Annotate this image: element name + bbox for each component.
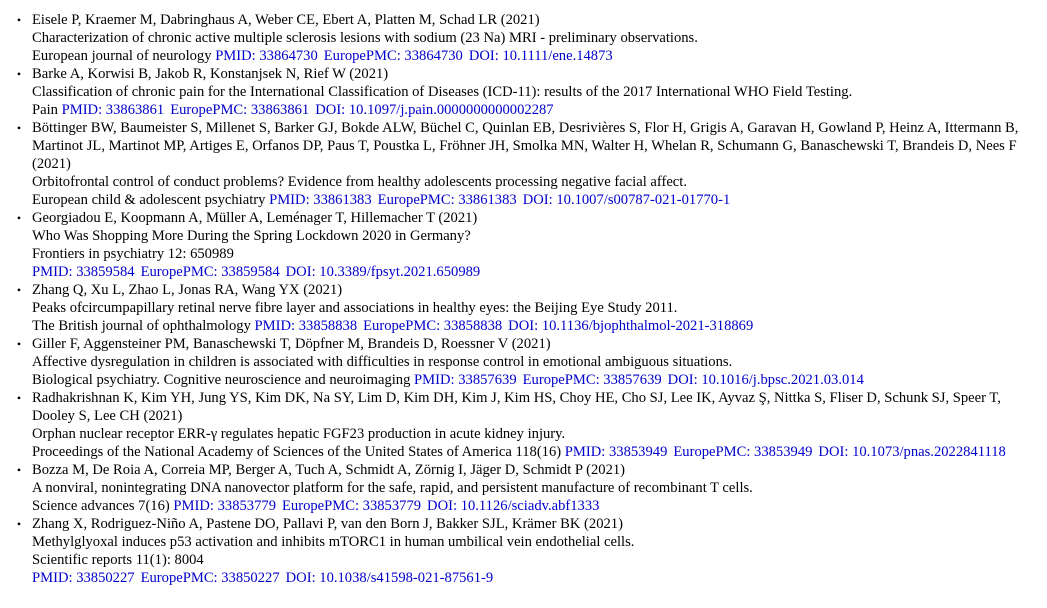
pmid-link[interactable]: PMID: 33850227	[32, 570, 135, 586]
pmid-link[interactable]: PMID: 33853949	[564, 444, 668, 460]
bullet-icon: •	[16, 391, 22, 405]
publication-journal: Science advances 7(16)	[32, 498, 170, 514]
pmid-link[interactable]: PMID: 33861383	[269, 192, 372, 208]
bullet-icon: •	[16, 121, 22, 135]
bullet-icon: •	[16, 337, 22, 351]
pmid-link[interactable]: PMID: 33859584	[32, 264, 135, 280]
bullet-icon: •	[16, 211, 22, 225]
bullet-icon: •	[16, 463, 22, 477]
publication-source-line	[32, 497, 1047, 515]
doi-link[interactable]: DOI: 10.1073/pnas.2022841118	[818, 444, 1006, 460]
publication-item	[16, 461, 1047, 515]
publication-source-line	[32, 317, 1047, 335]
publication-source-line	[32, 191, 1047, 209]
publication-journal: Frontiers in psychiatry 12: 650989	[32, 246, 234, 262]
pmid-link[interactable]: PMID: 33858838	[254, 318, 358, 334]
doi-link[interactable]: DOI: 10.1126/sciadv.abf1333	[427, 498, 600, 514]
publication-journal: The British journal of ophthalmology	[32, 318, 251, 334]
doi-link[interactable]: DOI: 10.1016/j.bpsc.2021.03.014	[667, 372, 864, 388]
publication-authors: Giller F, Aggensteiner PM, Banaschewski T, Döpfner M, Brandeis D, Roessner V (2021)	[32, 336, 551, 352]
publication-item	[16, 65, 1047, 119]
publication-title: A nonviral, nonintegrating DNA nanovector platform for the safe, rapid, and persistent manufacture of recombinant T cells.	[32, 480, 753, 496]
publication-title: Affective dysregulation in children is associated with difficulties in response control in emotional ambiguous situations.	[32, 354, 733, 370]
publication-journal: Proceedings of the National Academy of Sciences of the United States of America 118(16)	[32, 444, 562, 460]
publication-links-line	[32, 263, 1047, 281]
publication-authors: Zhang Q, Xu L, Zhao L, Jonas RA, Wang YX (2021)	[32, 282, 343, 298]
pmid-link[interactable]: PMID: 33863861	[61, 102, 165, 118]
publication-source-line	[32, 443, 1047, 461]
pmid-link[interactable]: PMID: 33857639	[414, 372, 517, 388]
publication-journal: Scientific reports 11(1): 8004	[32, 552, 204, 568]
publication-item	[16, 11, 1047, 65]
europepmc-link[interactable]: EuropePMC: 33859584	[140, 264, 280, 280]
publication-authors: Zhang X, Rodriguez-Niño A, Pastene DO, Pallavi P, van den Born J, Bakker SJL, Krämer BK (2021)	[32, 516, 623, 532]
europepmc-link[interactable]: EuropePMC: 33861383	[377, 192, 517, 208]
publication-title: Characterization of chronic active multiple sclerosis lesions with sodium (23 Na) MRI - preliminary observations.	[32, 30, 698, 46]
bullet-icon: •	[16, 67, 22, 81]
publication-item	[16, 335, 1047, 389]
europepmc-link[interactable]: EuropePMC: 33850227	[140, 570, 280, 586]
publication-item	[16, 281, 1047, 335]
doi-link[interactable]: DOI: 10.1097/j.pain.0000000000002287	[315, 102, 554, 118]
europepmc-link[interactable]: EuropePMC: 33853949	[673, 444, 813, 460]
publication-authors: Barke A, Korwisi B, Jakob R, Konstanjsek N, Rief W (2021)	[32, 66, 389, 82]
publication-item	[16, 119, 1047, 209]
publication-item	[16, 389, 1047, 461]
publication-journal: European journal of neurology	[32, 48, 212, 64]
publication-title: Orphan nuclear receptor ERR-γ regulates hepatic FGF23 production in acute kidney injury.	[32, 426, 566, 442]
bullet-icon: •	[16, 283, 22, 297]
europepmc-link[interactable]: EuropePMC: 33858838	[363, 318, 503, 334]
pmid-link[interactable]: PMID: 33864730	[215, 48, 318, 64]
publication-journal: Pain	[32, 102, 58, 118]
europepmc-link[interactable]: EuropePMC: 33863861	[170, 102, 310, 118]
publication-authors: Radhakrishnan K, Kim YH, Jung YS, Kim DK, Na SY, Lim D, Kim DH, Kim J, Kim HS, Choy HE, Cho SJ, Lee IK, Ayvaz Ş, Nittka S, Fliser D, Schunk SJ, Speer T, Dooley S, Lee CH (2021)	[32, 390, 1001, 424]
publication-title: Orbitofrontal control of conduct problems? Evidence from healthy adolescents processing negative facial affect.	[32, 174, 687, 190]
publication-authors: Georgiadou E, Koopmann A, Müller A, Leménager T, Hillemacher T (2021)	[32, 210, 478, 226]
publication-title: Classification of chronic pain for the International Classification of Diseases (ICD-11): results of the 2017 International WHO Field Testing.	[32, 84, 853, 100]
europepmc-link[interactable]: EuropePMC: 33857639	[522, 372, 662, 388]
europepmc-link[interactable]: EuropePMC: 33864730	[323, 48, 463, 64]
doi-link[interactable]: DOI: 10.1007/s00787-021-01770-1	[522, 192, 731, 208]
bullet-icon: •	[16, 13, 22, 27]
publication-source-line	[32, 47, 1047, 65]
doi-link[interactable]: DOI: 10.1038/s41598-021-87561-9	[285, 570, 494, 586]
publication-journal: European child & adolescent psychiatry	[32, 192, 266, 208]
publication-title: Who Was Shopping More During the Spring Lockdown 2020 in Germany?	[32, 228, 471, 244]
publication-title: Methylglyoxal induces p53 activation and inhibits mTORC1 in human umbilical vein endothelial cells.	[32, 534, 635, 550]
publication-item	[16, 515, 1047, 587]
publication-authors: Bozza M, De Roia A, Correia MP, Berger A, Tuch A, Schmidt A, Zörnig I, Jäger D, Schmidt P (2021)	[32, 462, 626, 478]
pmid-link[interactable]: PMID: 33853779	[173, 498, 276, 514]
doi-link[interactable]: DOI: 10.1111/ene.14873	[468, 48, 613, 64]
bullet-icon: •	[16, 517, 22, 531]
doi-link[interactable]: DOI: 10.1136/bjophthalmol-2021-318869	[508, 318, 754, 334]
doi-link[interactable]: DOI: 10.3389/fpsyt.2021.650989	[285, 264, 481, 280]
publication-authors: Böttinger BW, Baumeister S, Millenet S, Barker GJ, Bokde ALW, Büchel C, Quinlan EB, Desrivières S, Flor H, Grigis A, Garavan H, Gowland P, Heinz A, Ittermann B, Martinot JL, Martinot MP, Artiges E, Orfanos DP, Paus T, Poustka L, Fröhner JH, Smolka MN, Walter H, Whelan R, Schumann G, Banaschewski T, Brandeis D, Nees F (2021)	[32, 120, 1019, 172]
publication-journal: Biological psychiatry. Cognitive neuroscience and neuroimaging	[32, 372, 411, 388]
publication-links-line	[32, 569, 1047, 587]
publication-source-line	[32, 371, 1047, 389]
publication-title: Peaks ofcircumpapillary retinal nerve fibre layer and associations in healthy eyes: the Beijing Eye Study 2011.	[32, 300, 678, 316]
publication-authors: Eisele P, Kraemer M, Dabringhaus A, Weber CE, Ebert A, Platten M, Schad LR (2021)	[32, 12, 540, 28]
europepmc-link[interactable]: EuropePMC: 33853779	[282, 498, 422, 514]
publication-item	[16, 209, 1047, 281]
publication-source-line	[32, 101, 1047, 119]
